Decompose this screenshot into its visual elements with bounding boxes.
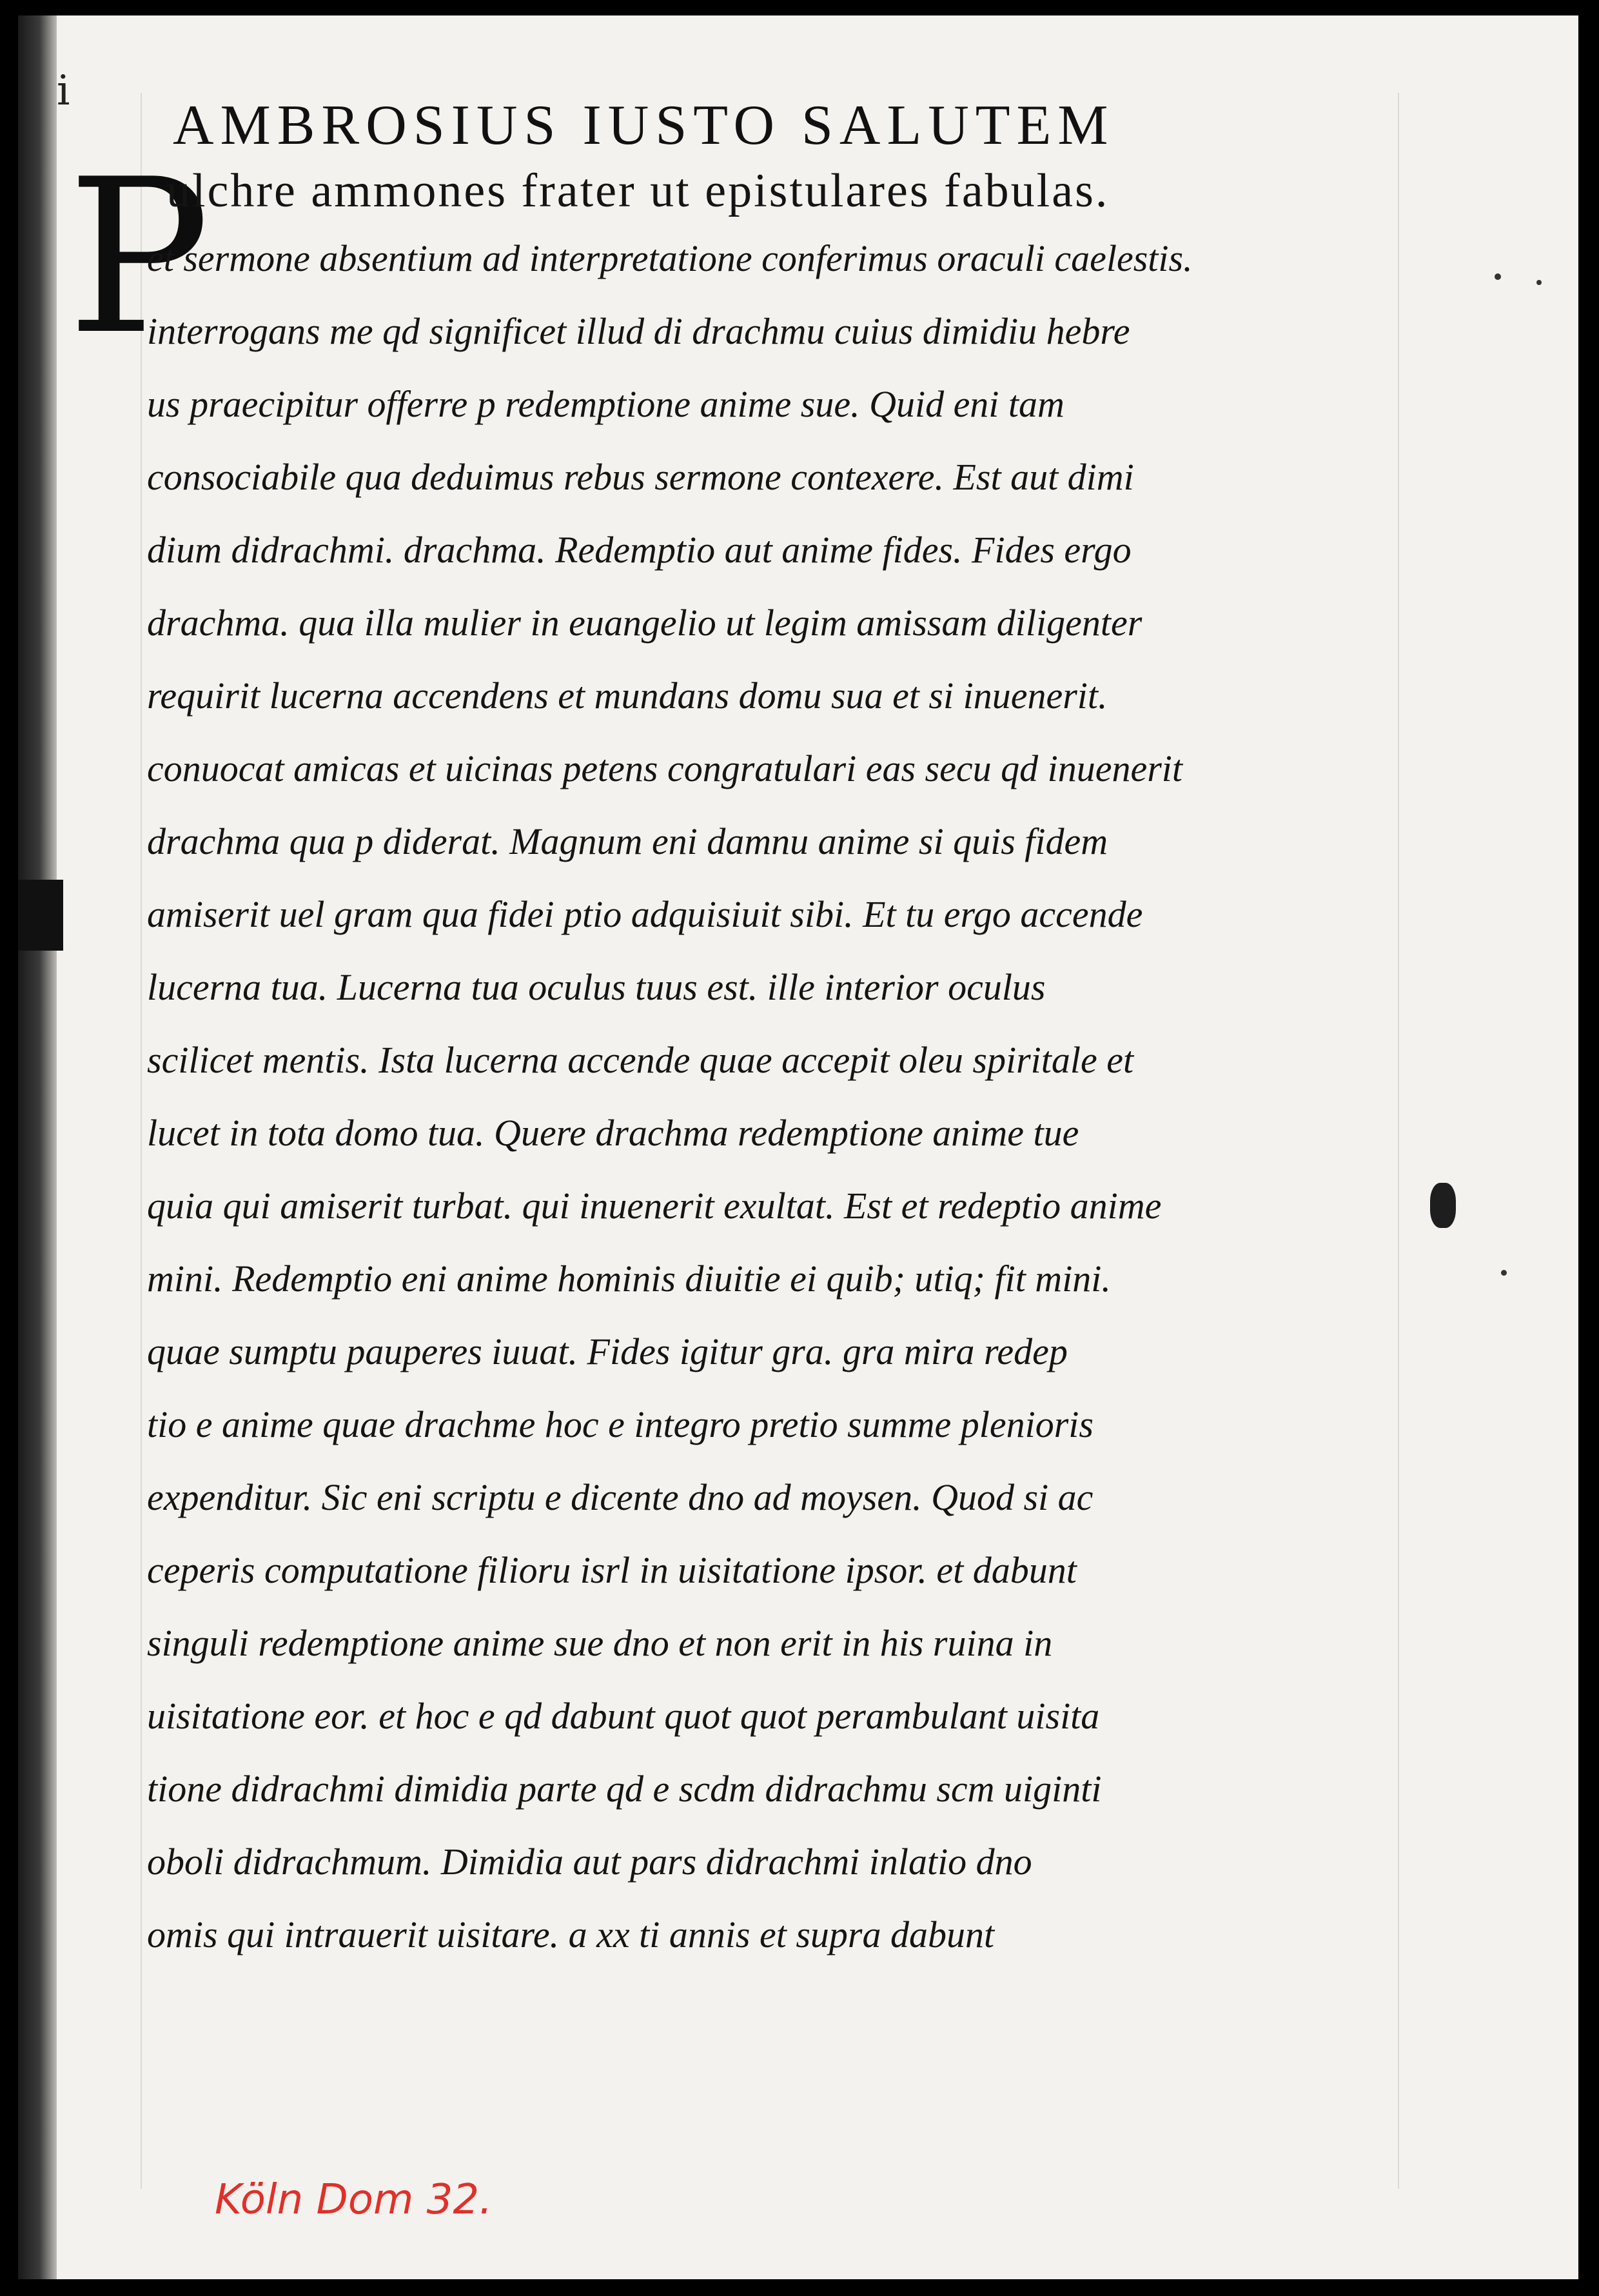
text-line: dium didrachmi. drachma. Redemptio aut anime fides. Fides ergo xyxy=(147,529,1132,571)
text-line: omis qui intrauerit uisitare. a xx ti annis et supra dabunt xyxy=(147,1914,995,1955)
text-line: quia qui amiserit turbat. qui inuenerit exultat. Est et redeptio anime xyxy=(147,1185,1162,1227)
text-line: lucerna tua. Lucerna tua oculus tuus est. ille interior oculus xyxy=(147,966,1046,1008)
letter-heading: AMBROSIUS IUSTO SALUTEM xyxy=(173,94,1115,157)
text-line: singuli redemptione anime sue dno et non erit in his ruina in xyxy=(147,1622,1053,1664)
text-line: requirit lucerna accendens et mundans domu sua et si inuenerit. xyxy=(147,675,1108,717)
ink-speck xyxy=(1495,273,1501,280)
text-line: uisitatione eor. et hoc e qd dabunt quot quot perambulant uisita xyxy=(147,1695,1100,1737)
text-line: scilicet mentis. Ista lucerna accende quae accepit oleu spiritale et xyxy=(147,1039,1134,1081)
text-line: consociabile qua deduimus rebus sermone contexere. Est aut dimi xyxy=(147,456,1134,498)
text-line: lucet in tota domo tua. Quere drachma redemptione anime tue xyxy=(147,1112,1079,1154)
ink-speck xyxy=(1536,280,1542,285)
text-line: expenditur. Sic eni scriptu e dicente dno ad moysen. Quod si ac xyxy=(147,1476,1094,1518)
text-line: conuocat amicas et uicinas petens congratulari eas secu qd inuenerit xyxy=(147,747,1182,789)
ink-blot xyxy=(1430,1183,1456,1228)
text-line: ulchre ammones frater ut epistulares fabulas. xyxy=(166,164,1110,217)
text-line: tione didrachmi dimidia parte qd e scdm didrachmu scm uiginti xyxy=(147,1768,1102,1810)
text-line: drachma. qua illa mulier in euangelio ut legim amissam diligenter xyxy=(147,602,1143,644)
gutter-shadow xyxy=(18,880,63,951)
manuscript-page xyxy=(18,15,1578,2279)
folio-mark: i xyxy=(57,67,70,115)
text-line: ceperis computatione filioru isrl in uisitatione ipsor. et dabunt xyxy=(147,1549,1077,1591)
text-line: drachma qua p diderat. Magnum eni damnu anime si quis fidem xyxy=(147,820,1108,862)
text-line: tio e anime quae drachme hoc e integro pretio summe plenioris xyxy=(147,1403,1094,1445)
ruling-line-left xyxy=(141,93,142,2189)
text-line: mini. Redemptio eni anime hominis diuitie ei quib; utiq; fit mini. xyxy=(147,1258,1111,1300)
decorated-initial: P xyxy=(67,134,211,381)
text-line: amiserit uel gram qua fidei ptio adquisiuit sibi. Et tu ergo accende xyxy=(147,893,1143,935)
text-line: et sermone absentium ad interpretatione conferimus oraculi caelestis. xyxy=(147,237,1193,279)
text-line: quae sumptu pauperes iuuat. Fides igitur gra. gra mira redep xyxy=(147,1331,1068,1372)
text-line: oboli didrachmum. Dimidia aut pars didrachmi inlatio dno xyxy=(147,1841,1032,1883)
ink-speck xyxy=(1501,1270,1507,1276)
binding-gutter xyxy=(18,15,57,2279)
shelfmark-annotation: Köln Dom 32. xyxy=(215,2176,493,2224)
text-line: interrogans me qd significet illud di drachmu cuius dimidiu hebre xyxy=(147,310,1130,352)
text-line: us praecipitur offerre p redemptione anime sue. Quid eni tam xyxy=(147,383,1064,425)
